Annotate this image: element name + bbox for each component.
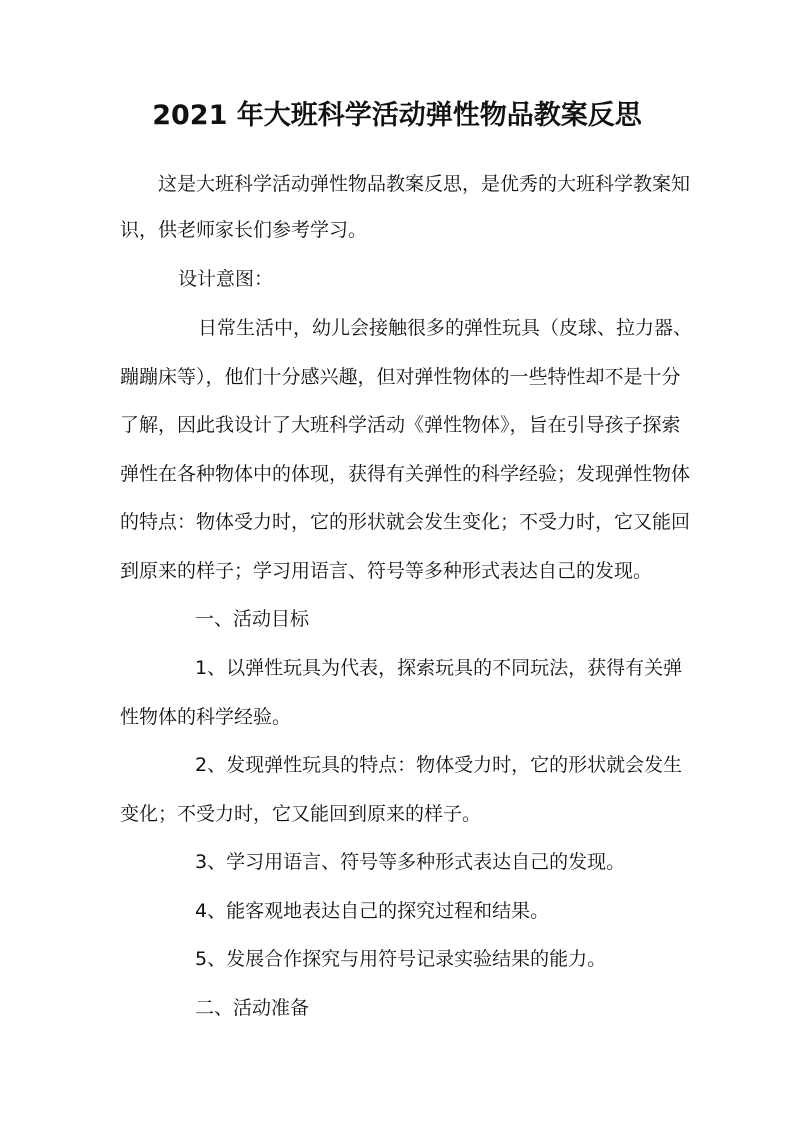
body-line-7: 弹性在各种物体中的体现，获得有关弹性的科学经验；发现弹性物体 (120, 463, 691, 485)
goal-item-4: 4、能客观地表达自己的探究过程和结果。 (195, 900, 550, 922)
body-line-9: 到原来的样子；学习用语言、符号等多种形式表达自己的发现。 (120, 560, 653, 582)
goal-item-1-cont: 性物体的科学经验。 (120, 706, 292, 728)
section-heading-goals: 一、活动目标 (195, 608, 310, 630)
goal-item-1: 1、以弹性玩具为代表，探索玩具的不同玩法，获得有关弹 (195, 657, 683, 679)
goal-item-2-cont: 变化；不受力时，它又能回到原来的样子。 (120, 803, 482, 825)
body-line-5: 蹦蹦床等），他们十分感兴趣，但对弹性物体的一些特性却不是十分 (120, 366, 681, 388)
body-line-1: 这是大班科学活动弹性物品教案反思，是优秀的大班科学教案知 (158, 173, 691, 195)
section-heading-preparation: 二、活动准备 (195, 997, 310, 1019)
goal-item-5: 5、发展合作探究与用符号记录实验结果的能力。 (195, 948, 607, 970)
section-label-design-intent: 设计意图： (178, 268, 274, 290)
body-line-2: 识，供老师家长们参考学习。 (120, 219, 368, 241)
body-line-4: 日常生活中，幼儿会接触很多的弹性玩具（皮球、拉力器、 (198, 317, 693, 339)
goal-item-2: 2、发现弹性玩具的特点：物体受力时，它的形状就会发生 (195, 754, 683, 776)
goal-item-3: 3、学习用语言、符号等多种形式表达自己的发现。 (195, 851, 626, 873)
body-line-6: 了解，因此我设计了大班科学活动《弹性物体》，旨在引导孩子探索 (120, 414, 681, 436)
document-title: 2021 年大班科学活动弹性物品教案反思 (152, 100, 642, 131)
body-line-8: 的特点：物体受力时，它的形状就会发生变化；不受力时，它又能回 (120, 511, 691, 533)
